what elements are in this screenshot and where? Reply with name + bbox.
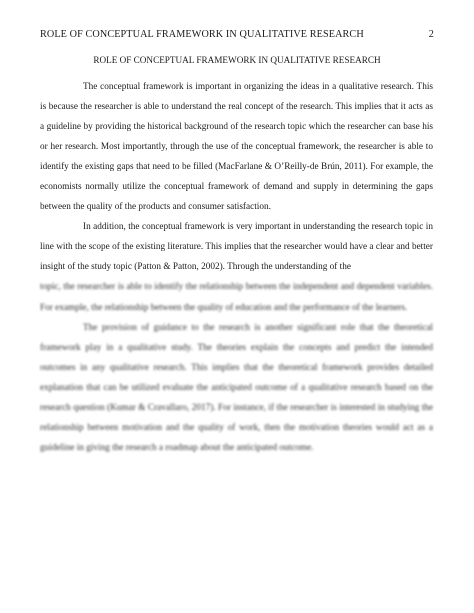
page-number: 2 (428, 29, 434, 40)
document-title: ROLE OF CONCEPTUAL FRAMEWORK IN QUALITATIVE RESEARCH (93, 55, 381, 65)
paragraph-1: The conceptual framework is important in organizing the ideas in a qualitative research. This is because the researcher is able to understand the real concept of the research. This implies that it acts as a guideline by providing the historical background of the research topic which the researcher can base his or her research. Most importantly, through the use of the conceptual framework, the researcher is able to identify the existing gaps that need to be filled (MacFarlane & O’Reilly-de Brún, 2011). For example, the economists normally utilize the conceptual framework of demand and supply in determining the gaps between the quality of the products and consumer satisfaction. (40, 82, 433, 213)
document-body (40, 77, 433, 458)
paragraph-3: The provision of guidance to the research is another significant role that the theoretical framework play in a qualitative study. The theories explain the concepts and predict the intended outcomes in any qualitative research. This implies that the theoretical framework provides detailed explanation that can be utilized evaluate the anticipated outcome of a qualitative research based on the research question (Kumar & Cravallaro, 2017). For instance, if the researcher is interested in studying the relationship between motivation and the quality of work, then the motivation theories would act as a guideline in giving the research a roadmap about the anticipated outcome. (40, 322, 433, 453)
paragraph-2: In addition, the conceptual framework is very important in understanding the research topic in line with the scope of the existing literature. This implies that the researcher would have a clear and better insight of the study topic (Patton & Patton, 2002). Through the understanding of the (40, 222, 433, 273)
running-head (40, 29, 434, 43)
running-head-title: ROLE OF CONCEPTUAL FRAMEWORK IN QUALITATIVE RESEARCH (40, 29, 364, 40)
paragraph-2-continuation: topic, the researcher is able to identify the relationship between the independent and dependent variables. For example, the relationship between the quality of education and the performance of the learners. (40, 282, 433, 313)
